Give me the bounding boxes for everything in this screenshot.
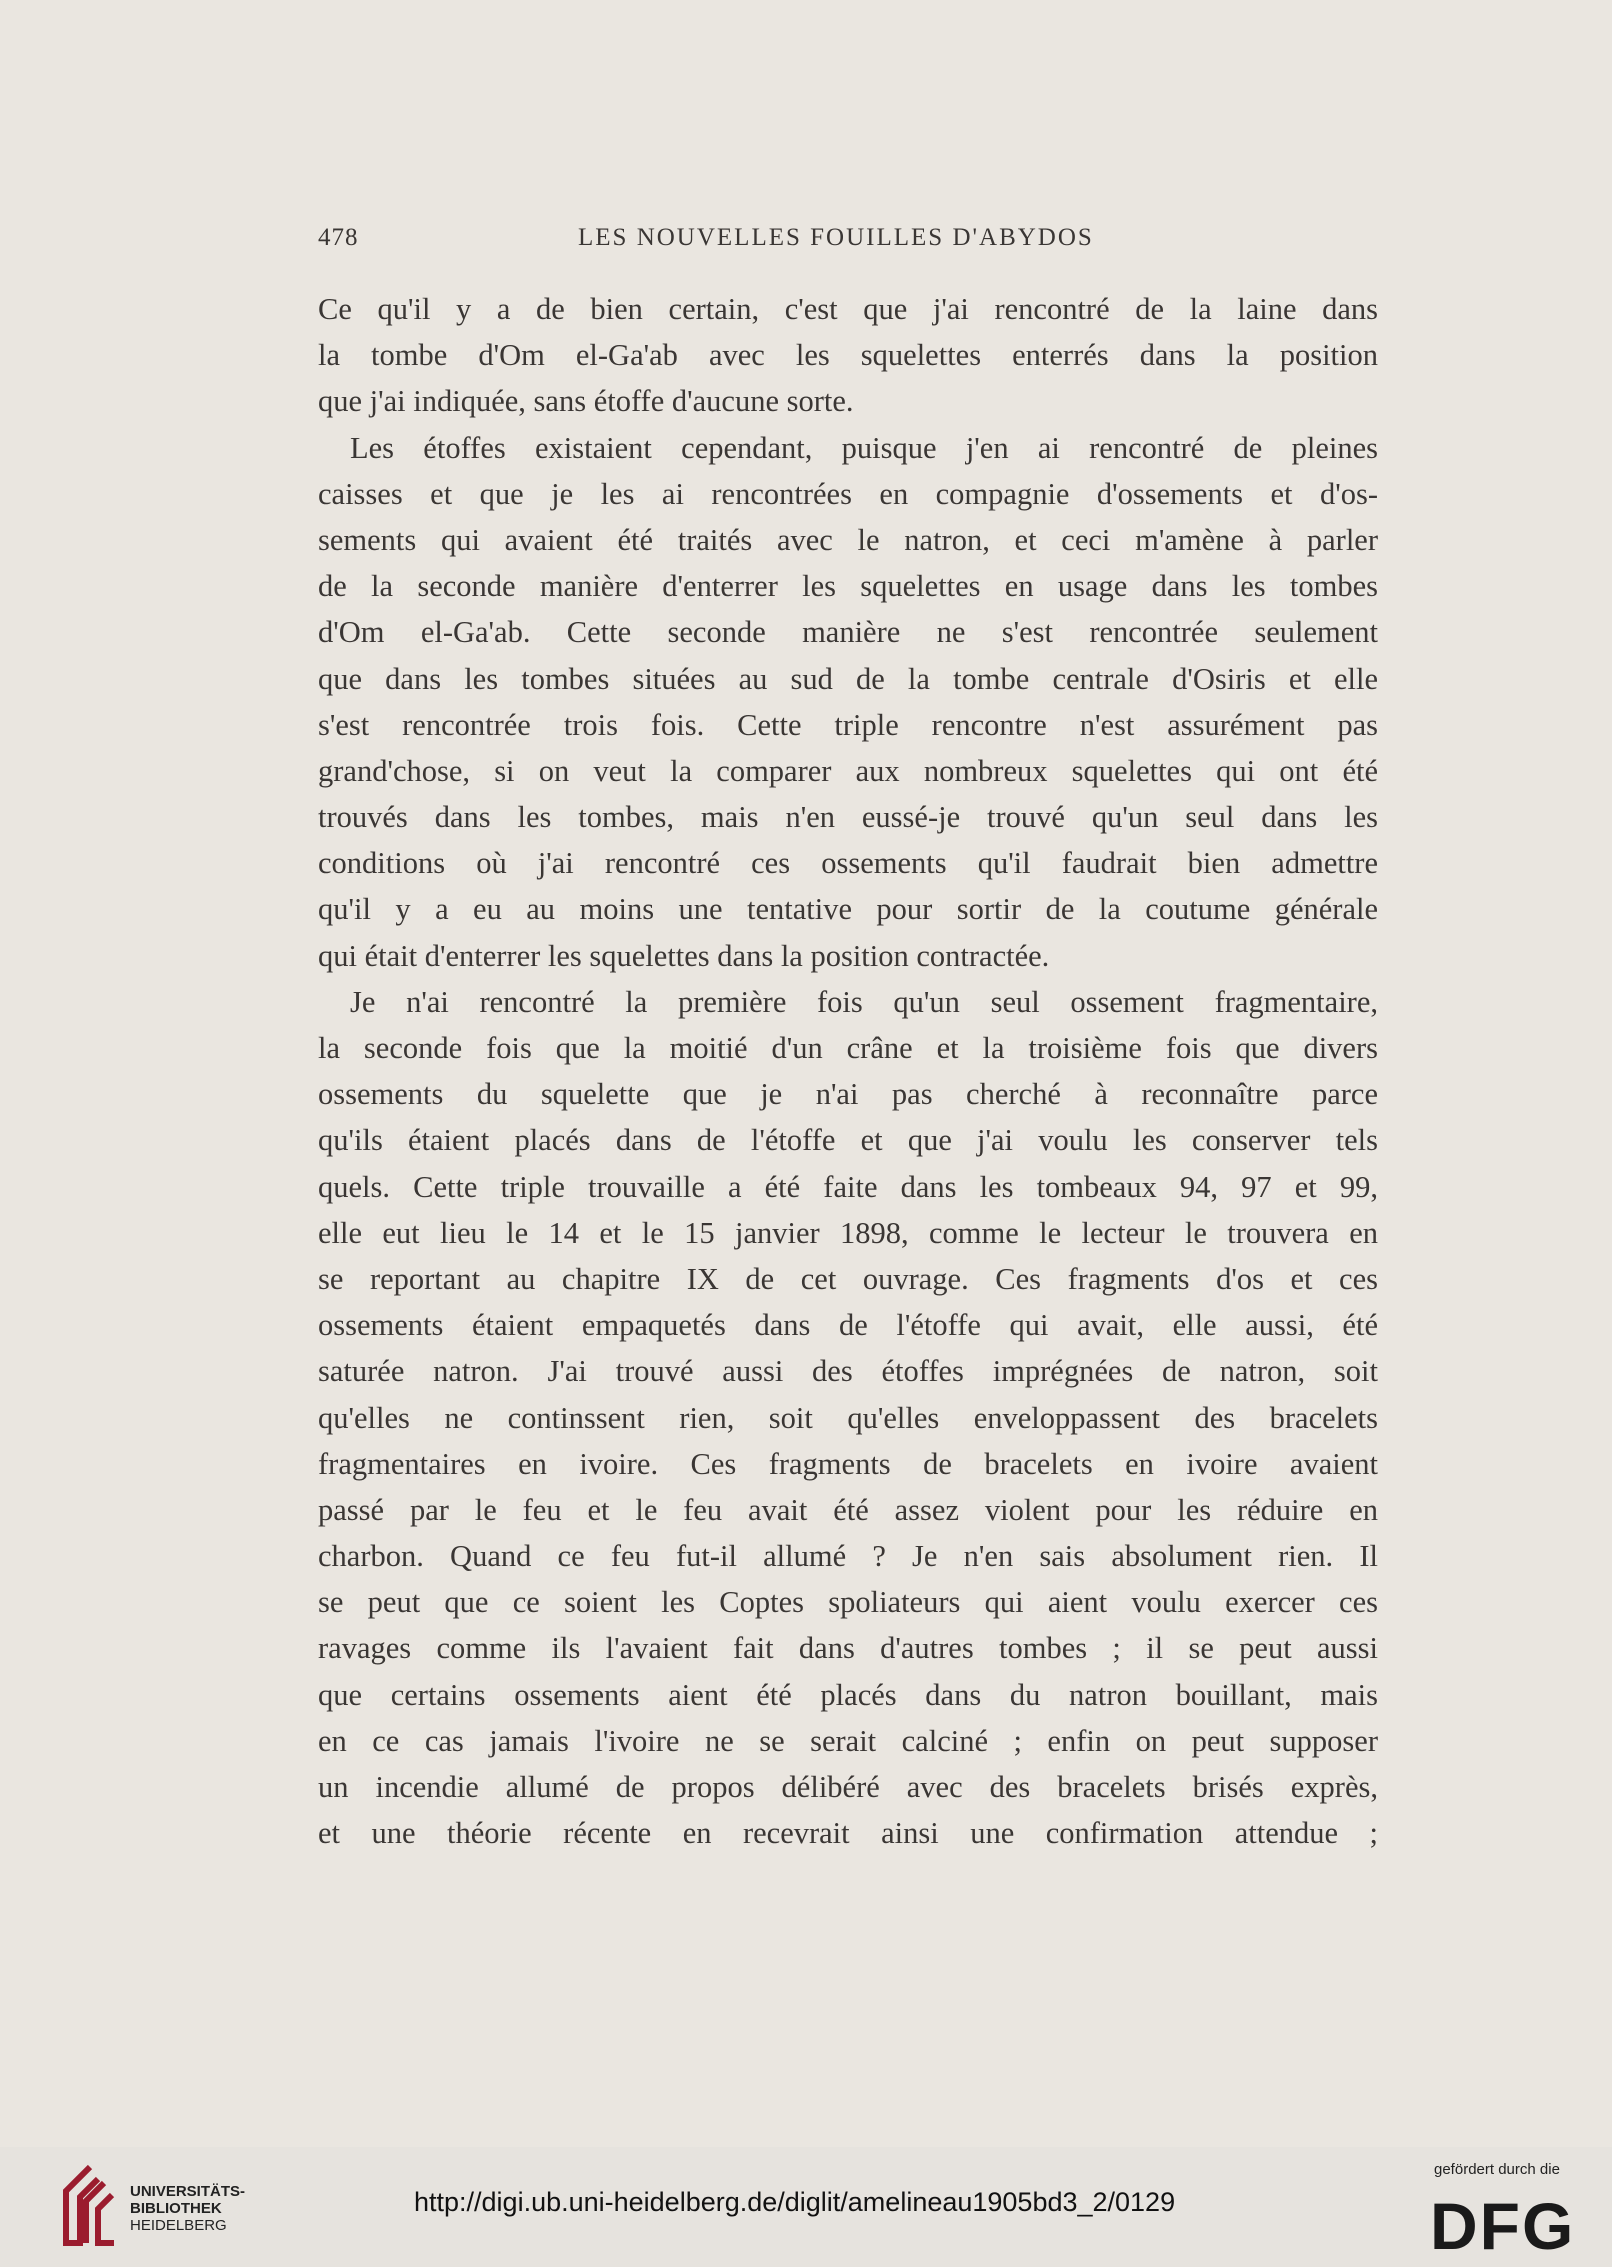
text-line: quels. Cette triple trouvaille a été faite dans les tombeaux 94, 97 et 99, — [318, 1169, 1378, 1204]
library-name-line: BIBLIOTHEK — [130, 2200, 222, 2217]
text-line: grand'chose, si on veut la comparer aux nombreux squelettes qui ont été — [318, 753, 1378, 788]
text-line: passé par le feu et le feu avait été assez violent pour les réduire en — [318, 1492, 1378, 1527]
page-header — [318, 224, 1378, 258]
text-line: d'Om el-Ga'ab. Cette seconde manière ne s'est rencontrée seulement — [318, 615, 1378, 650]
text-line: s'est rencontrée trois fois. Cette triple rencontre n'est assurément pas — [318, 707, 1378, 742]
text-line: et une théorie récente en recevrait ainsi une confirmation attendue ; — [318, 1816, 1378, 1851]
text-line: que dans les tombes situées au sud de la tombe centrale d'Osiris et elle — [318, 661, 1378, 696]
text-line: qu'elles ne continssent rien, soit qu'elles enveloppassent des bracelets — [318, 1400, 1378, 1435]
library-name-line: HEIDELBERG — [130, 2217, 227, 2234]
text-line: sements qui avaient été traités avec le natron, et ceci m'amène à parler — [318, 522, 1378, 557]
text-line: Je n'ai rencontré la première fois qu'un seul ossement fragmentaire, — [350, 984, 1378, 1019]
text-line: Ce qu'il y a de bien certain, c'est que j'ai rencontré de la laine dans — [318, 292, 1378, 326]
text-line: ossements du squelette que je n'ai pas cherché à reconnaître parce — [318, 1077, 1378, 1112]
funded-by-label: gefördert durch die — [1434, 2161, 1560, 2178]
library-name — [130, 2183, 245, 2234]
text-line: en ce cas jamais l'ivoire ne se serait calciné ; enfin on peut supposer — [318, 1723, 1378, 1758]
dfg-logo-icon — [1430, 2191, 1590, 2255]
text-line: qu'ils étaient placés dans de l'étoffe et que j'ai voulu les conserver tels — [318, 1123, 1378, 1158]
svg-text:DFG: DFG — [1430, 2191, 1576, 2255]
text-line: charbon. Quand ce feu fut-il allumé ? Je n'en sais absolument rien. Il — [318, 1539, 1378, 1574]
body-text — [318, 286, 1378, 1856]
text-line: Les étoffes existaient cependant, puisque j'en ai rencontré de pleines — [350, 430, 1378, 465]
text-line: ossements étaient empaquetés dans de l'étoffe qui avait, elle aussi, été — [318, 1308, 1378, 1343]
text-line: ravages comme ils l'avaient fait dans d'autres tombes ; il se peut aussi — [318, 1631, 1378, 1666]
text-line: trouvés dans les tombes, mais n'en eussé-je trouvé qu'un seul dans les — [318, 800, 1378, 835]
text-line: qui était d'enterrer les squelettes dans la position contractée. — [318, 938, 1050, 973]
text-line: que certains ossements aient été placés dans du natron bouillant, mais — [318, 1677, 1378, 1712]
library-name-line: UNIVERSITÄTS- — [130, 2183, 246, 2200]
page-number: 478 — [318, 224, 359, 251]
text-line: que j'ai indiquée, sans étoffe d'aucune sorte. — [318, 384, 854, 419]
text-line: caisses et que je les ai rencontrées en compagnie d'ossements et d'os- — [318, 476, 1378, 511]
text-line: elle eut lieu le 14 et le 15 janvier 1898, comme le lecteur le trouvera en — [318, 1215, 1378, 1250]
text-line: saturée natron. J'ai trouvé aussi des étoffes imprégnées de natron, soit — [318, 1354, 1378, 1389]
text-line: conditions où j'ai rencontré ces ossements qu'il faudrait bien admettre — [318, 846, 1378, 881]
text-line: un incendie allumé de propos délibéré avec des bracelets brisés exprès, — [318, 1770, 1378, 1804]
text-line: la seconde fois que la moitié d'un crâne et la troisième fois que divers — [318, 1031, 1378, 1065]
library-logo-icon — [54, 2161, 124, 2249]
library-logo[interactable] — [54, 2161, 246, 2251]
text-line: la tombe d'Om el-Ga'ab avec les squelettes enterrés dans la position — [318, 338, 1378, 373]
text-line: se reportant au chapitre IX de cet ouvrage. Ces fragments d'os et ces — [318, 1261, 1378, 1296]
text-line: fragmentaires en ivoire. Ces fragments de bracelets en ivoire avaient — [318, 1446, 1378, 1481]
viewer-footer — [0, 2147, 1612, 2267]
permalink-url[interactable]: http://digi.ub.uni-heidelberg.de/diglit/amelineau1905bd3_2/0129 — [414, 2187, 1176, 2217]
text-line: de la seconde manière d'enterrer les squelettes en usage dans les tombes — [318, 569, 1378, 604]
text-line: qu'il y a eu au moins une tentative pour sortir de la coutume générale — [318, 892, 1378, 927]
text-line: se peut que ce soient les Coptes spoliateurs qui aient voulu exercer ces — [318, 1585, 1378, 1620]
funding-credit[interactable] — [1430, 2161, 1590, 2261]
running-title: LES NOUVELLES FOUILLES D'ABYDOS — [578, 224, 1094, 251]
